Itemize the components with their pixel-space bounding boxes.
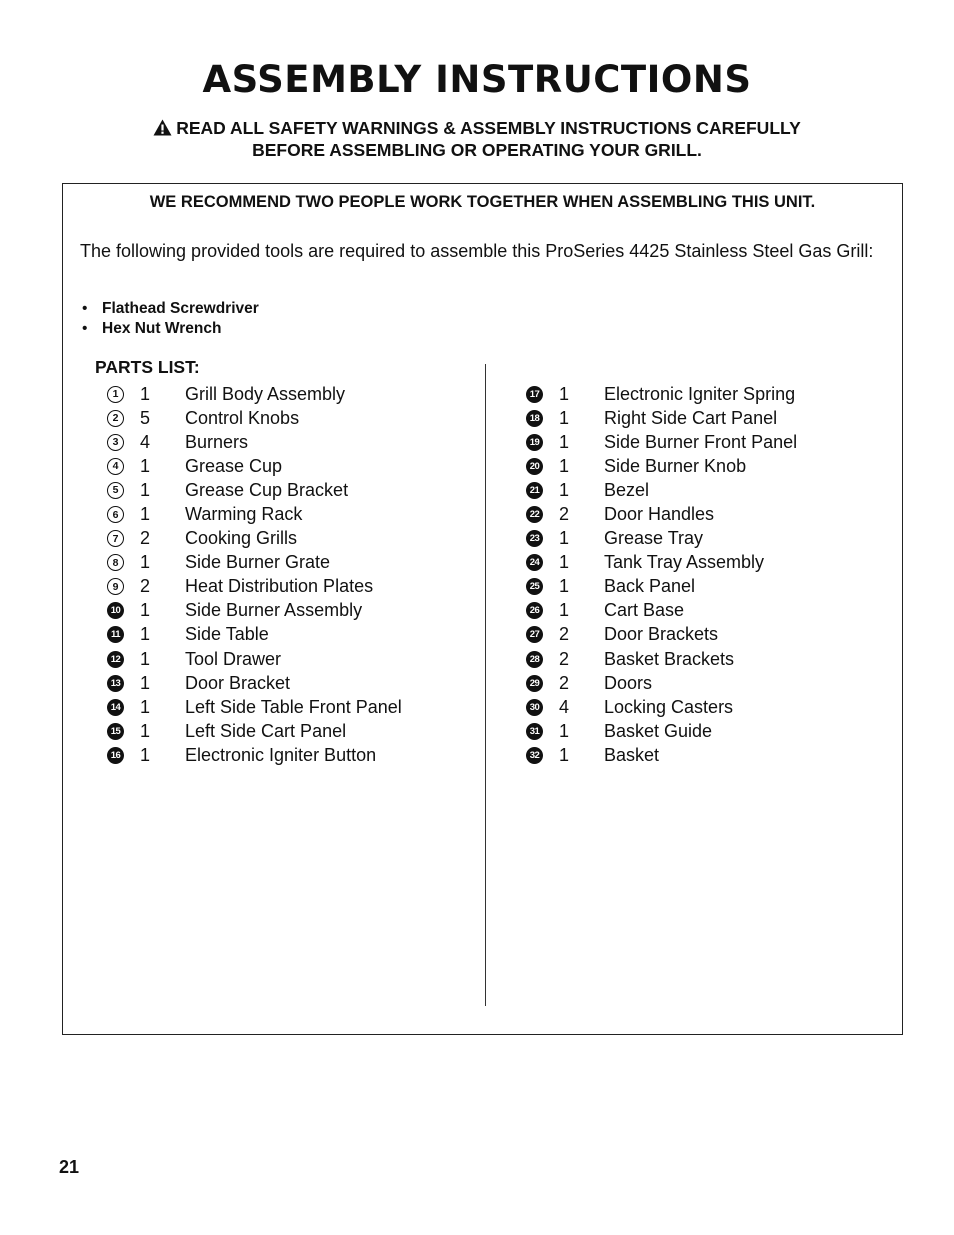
part-number-badge: 10 [107, 602, 124, 619]
part-number-badge: 7 [107, 530, 124, 547]
part-name: Grease Tray [604, 528, 704, 549]
part-item [107, 599, 402, 623]
part-name: Locking Casters [604, 696, 734, 717]
part-item [107, 502, 402, 526]
part-number-badge: 23 [526, 530, 543, 547]
part-name: Side Burner Knob [604, 455, 747, 476]
part-name: Basket [604, 744, 660, 765]
part-quantity: 1 [140, 624, 151, 645]
part-name: Side Burner Assembly [185, 600, 363, 621]
part-name: Bezel [604, 479, 650, 500]
part-item [526, 599, 797, 623]
part-quantity: 1 [140, 552, 151, 573]
part-quantity: 1 [559, 552, 570, 573]
part-quantity: 1 [140, 600, 151, 621]
part-name: Door Bracket [185, 672, 291, 693]
tool-name: Flathead Screwdriver [102, 300, 259, 317]
part-name: Control Knobs [185, 407, 300, 428]
part-name: Back Panel [604, 576, 696, 597]
part-number-badge: 5 [107, 482, 124, 499]
part-quantity: 1 [140, 672, 151, 693]
part-number-badge: 8 [107, 554, 124, 571]
bullet: • [82, 320, 88, 337]
part-number-badge: 3 [107, 434, 124, 451]
part-name: Right Side Cart Panel [604, 407, 778, 428]
part-quantity: 1 [140, 648, 151, 669]
part-item [107, 647, 402, 671]
part-quantity: 2 [559, 672, 570, 693]
part-number-badge: 30 [526, 699, 543, 716]
part-quantity: 1 [559, 528, 570, 549]
part-item [107, 695, 402, 719]
part-number-badge: 15 [107, 723, 124, 740]
part-item [107, 430, 402, 454]
part-number-badge: 12 [107, 651, 124, 668]
part-number-badge: 18 [526, 410, 543, 427]
part-number-badge: 20 [526, 458, 543, 475]
part-quantity: 1 [140, 383, 151, 404]
part-quantity: 4 [140, 431, 151, 452]
tool-item [80, 319, 259, 339]
part-number-badge: 19 [526, 434, 543, 451]
part-item [526, 502, 797, 526]
warning-line-2: BEFORE ASSEMBLING OR OPERATING YOUR GRILL. [252, 140, 702, 160]
tools-intro-text: The following provided tools are required to assemble this ProSeries 4425 Stainless Steel Gas Grill: [80, 241, 874, 261]
page-title: ASSEMBLY INSTRUCTIONS [202, 58, 752, 101]
column-divider [485, 364, 486, 1006]
page-number: 21 [59, 1157, 80, 1177]
part-number-badge: 4 [107, 458, 124, 475]
part-number-badge: 17 [526, 386, 543, 403]
part-number-badge: 24 [526, 554, 543, 571]
part-item [526, 623, 797, 647]
part-name: Door Handles [604, 504, 715, 525]
part-item [526, 695, 797, 719]
part-quantity: 1 [140, 744, 151, 765]
part-number-badge: 31 [526, 723, 543, 740]
part-name: Tank Tray Assembly [604, 552, 765, 573]
part-item [526, 719, 797, 743]
part-number-badge: 25 [526, 578, 543, 595]
part-name: Side Table [185, 624, 269, 645]
part-quantity: 1 [140, 720, 151, 741]
part-name: Cooking Grills [185, 528, 298, 549]
part-name: Left Side Cart Panel [185, 720, 347, 741]
part-quantity: 1 [559, 744, 570, 765]
part-number-badge: 13 [107, 675, 124, 692]
part-quantity: 1 [140, 479, 151, 500]
part-name: Electronic Igniter Spring [604, 383, 796, 404]
part-quantity: 2 [559, 648, 570, 669]
part-quantity: 2 [559, 624, 570, 645]
part-name: Basket Guide [604, 720, 713, 741]
part-quantity: 1 [559, 720, 570, 741]
part-name: Side Burner Grate [185, 552, 331, 573]
part-name: Side Burner Front Panel [604, 431, 798, 452]
part-number-badge: 26 [526, 602, 543, 619]
part-number-badge: 9 [107, 578, 124, 595]
part-item [107, 719, 402, 743]
warning-line-1: READ ALL SAFETY WARNINGS & ASSEMBLY INSTRUCTIONS CAREFULLY [176, 118, 801, 138]
part-item [526, 647, 797, 671]
part-number-badge: 21 [526, 482, 543, 499]
part-name: Doors [604, 672, 653, 693]
part-name: Grill Body Assembly [185, 383, 346, 404]
part-item [526, 743, 797, 767]
warning-triangle-icon [153, 119, 172, 136]
part-item [107, 527, 402, 551]
parts-list-right [526, 382, 797, 768]
part-item [526, 575, 797, 599]
part-item [107, 551, 402, 575]
part-name: Door Brackets [604, 624, 719, 645]
tools-list [80, 299, 259, 339]
part-item [107, 743, 402, 767]
part-item [107, 382, 402, 406]
part-name: Heat Distribution Plates [185, 576, 374, 597]
part-quantity: 1 [140, 696, 151, 717]
part-name: Basket Brackets [604, 648, 735, 669]
part-name: Warming Rack [185, 504, 303, 525]
part-quantity: 1 [559, 576, 570, 597]
part-number-badge: 6 [107, 506, 124, 523]
part-name: Grease Cup [185, 455, 283, 476]
tool-item [80, 299, 259, 319]
part-name: Grease Cup Bracket [185, 479, 349, 500]
safety-warning [0, 117, 954, 161]
part-quantity: 2 [559, 504, 570, 525]
bullet: • [82, 300, 88, 317]
part-quantity: 2 [140, 576, 151, 597]
part-name: Left Side Table Front Panel [185, 696, 402, 717]
part-quantity: 1 [140, 455, 151, 476]
part-item [526, 671, 797, 695]
part-number-badge: 16 [107, 747, 124, 764]
part-quantity: 1 [559, 455, 570, 476]
part-quantity: 1 [559, 600, 570, 621]
parts-list-heading: PARTS LIST: [95, 357, 200, 377]
part-number-badge: 11 [107, 626, 124, 643]
part-number-badge: 1 [107, 386, 124, 403]
instructions-box [62, 183, 903, 1035]
part-number-badge: 2 [107, 410, 124, 427]
part-item [526, 551, 797, 575]
part-number-badge: 28 [526, 651, 543, 668]
part-quantity: 1 [140, 504, 151, 525]
part-quantity: 2 [140, 528, 151, 549]
part-quantity: 1 [559, 407, 570, 428]
part-quantity: 1 [559, 383, 570, 404]
part-name: Cart Base [604, 600, 685, 621]
part-quantity: 5 [140, 407, 151, 428]
part-item [107, 478, 402, 502]
part-number-badge: 32 [526, 747, 543, 764]
part-quantity: 4 [559, 696, 570, 717]
part-name: Tool Drawer [185, 648, 282, 669]
recommendation-text: WE RECOMMEND TWO PEOPLE WORK TOGETHER WHEN ASSEMBLING THIS UNIT. [149, 193, 816, 211]
part-item [526, 478, 797, 502]
part-item [107, 406, 402, 430]
part-item [526, 382, 797, 406]
part-item [107, 454, 402, 478]
part-name: Electronic Igniter Button [185, 744, 377, 765]
part-number-badge: 14 [107, 699, 124, 716]
part-number-badge: 27 [526, 626, 543, 643]
part-item [526, 527, 797, 551]
part-quantity: 1 [559, 479, 570, 500]
part-item [526, 454, 797, 478]
tool-name: Hex Nut Wrench [102, 320, 222, 337]
part-number-badge: 29 [526, 675, 543, 692]
part-number-badge: 22 [526, 506, 543, 523]
part-name: Burners [185, 431, 249, 452]
part-item [526, 406, 797, 430]
part-item [107, 671, 402, 695]
parts-list-left [107, 382, 402, 768]
part-item [107, 623, 402, 647]
part-item [107, 575, 402, 599]
part-quantity: 1 [559, 431, 570, 452]
part-item [526, 430, 797, 454]
